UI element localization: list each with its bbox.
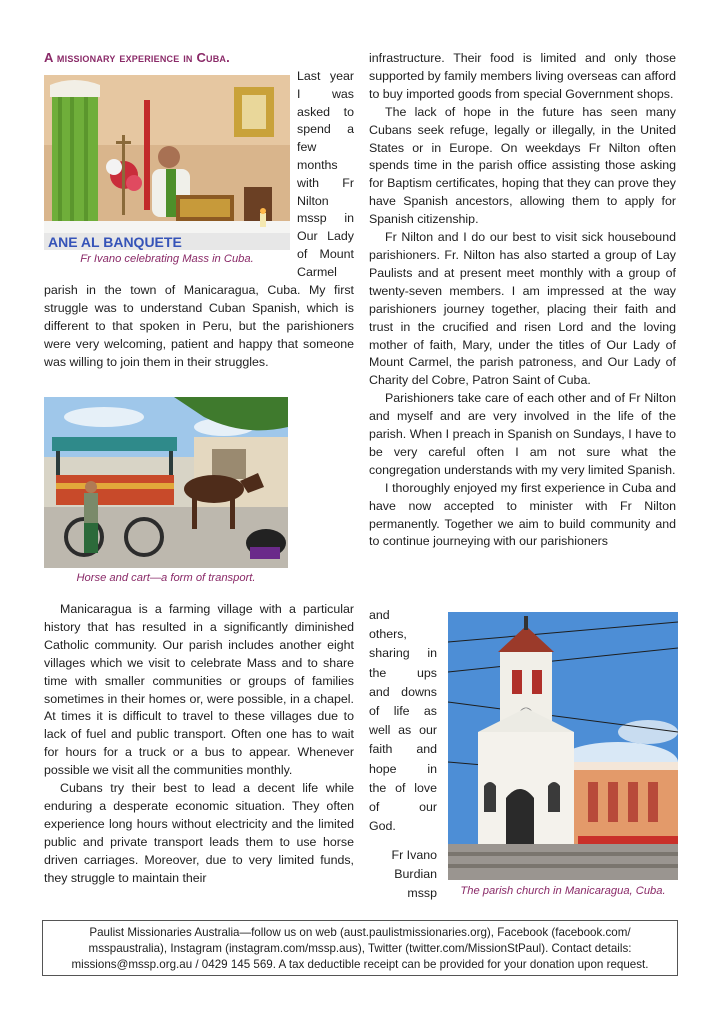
intro-paragraph: parish in the town of Manicaragua, Cuba. My first struggle was to understand Cuban Spanish, which is different to that spoken in Peru, but the parishioners were very welcoming, patient and happy that someone was willing to join them in their struggles. (44, 283, 354, 369)
narrow-line: the ups (369, 665, 437, 680)
narrow-line: and (369, 608, 390, 622)
church-photo (448, 612, 678, 880)
narrow-closing-text (369, 606, 437, 836)
signature-surname: Burdian (394, 867, 437, 882)
paragraph-ministry: I thoroughly enjoyed my first experience in Cuba and have now accepted to minister with Fr Nilton permanently. Together we aim to build community and to continue journeying with our parishioners (369, 480, 676, 549)
intro-narrow: Last year I was asked to spend a few months with Fr Nilton mssp in Our Lady of Mount Carmel (297, 69, 354, 279)
church-photo-caption: The parish church in Manicaragua, Cuba. (460, 885, 666, 897)
narrow-line: God. (369, 819, 396, 834)
signature-name: Fr Ivano (391, 848, 437, 862)
signature (369, 846, 437, 904)
narrow-line: others, (369, 627, 407, 642)
narrow-line: and downs (369, 684, 437, 699)
cart-photo (44, 397, 288, 568)
footer-line: msspaustralia), Instagram (instagram.com/mssp.aus), Twitter (twitter.com/MissionStPaul). Contact details: (88, 942, 632, 955)
paragraph-visits: Fr Nilton and I do our best to visit sick housebound parishioners. Fr. Nilton has also started a group of Lay Paulists and at present meet monthly with a group of twenty-seven members. I am impressed at the way parishioners journey together, placing their faith and trust in the crucified and risen Lord and the loving mother of faith, Mary, under the titles of Our Lady of Mount Carmel, the parish patroness, and Our Lady of Charity del Cobre, Patron Saint of Cuba. (369, 230, 676, 388)
narrow-line: of our (369, 800, 437, 815)
narrow-line: faith and (369, 742, 437, 757)
mass-photo (44, 75, 290, 250)
footer-line: Paulist Missionaries Australia—follow us on web (aust.paulistmissionaries.org), Facebook (facebook.com/ (89, 926, 631, 939)
footer-line: missions@mssp.org.au / 0429 145 569. A tax deductible receipt can be provided for your donation upon request. (71, 958, 649, 971)
cart-photo-caption: Horse and cart—a form of transport. (76, 572, 256, 584)
mass-photo-caption: Fr Ivano celebrating Mass in Cuba. (80, 253, 254, 265)
paragraph-parishioners: Parishioners take care of each other and of Fr Nilton and myself and are very involved in the life of the parish. When I preach in Spanish on Sundays, I have to be very careful often I am not sure what the congregation understands with my very limited Spanish. (369, 391, 676, 477)
paragraph-villages: Manicaragua is a farming village with a particular history that has resulted in a significantly diminished Catholic community. Our parish includes another eight villages which we visit to celebrate Mass and to share time with smaller communities or groups of families sometimes in their homes or, were possible, in a chapel. At times it is difficult to travel to these villages due to lack of fuel and public transport. Often one has to wait for hours for a truck or a bus to appear. Whenever possible we visit all the communities monthly. (44, 602, 354, 778)
narrow-line: sharing in (369, 646, 437, 661)
narrow-line: of life as (369, 704, 437, 719)
footer-contact-box (42, 920, 678, 976)
paragraph-economy: Cubans try their best to lead a decent life while enduring a desperate economic situation. They often experience long hours without electricity and the limited public and private transport leads them to use horse driven carriages. Moreover, due to very limited funds, they struggle to maintain their (44, 781, 354, 885)
narrow-line: hope in (369, 761, 437, 776)
article-title: A missionary experience in Cuba. (44, 50, 230, 65)
left-column (44, 48, 354, 68)
paragraph-economy-cont: infrastructure. Their food is limited and only those supported by family members living overseas can afford to buy imported goods from special Government shops. (369, 51, 676, 101)
narrow-line: the of love (369, 780, 437, 795)
narrow-line: well as our (369, 723, 437, 738)
signature-order: mssp (407, 886, 437, 901)
banner-text: ANE AL BANQUETE (48, 234, 182, 250)
paragraph-hope: The lack of hope in the future has seen many Cubans seek refuge, legally or illegally, in the United States or in Europe. On weekdays Fr Nilton often spends time in the parish office assisting those asking for Baptism certificates, hoping that they can prove they have Spanish ancestors, allowing them to apply for Spanish citizenship. (369, 104, 676, 227)
